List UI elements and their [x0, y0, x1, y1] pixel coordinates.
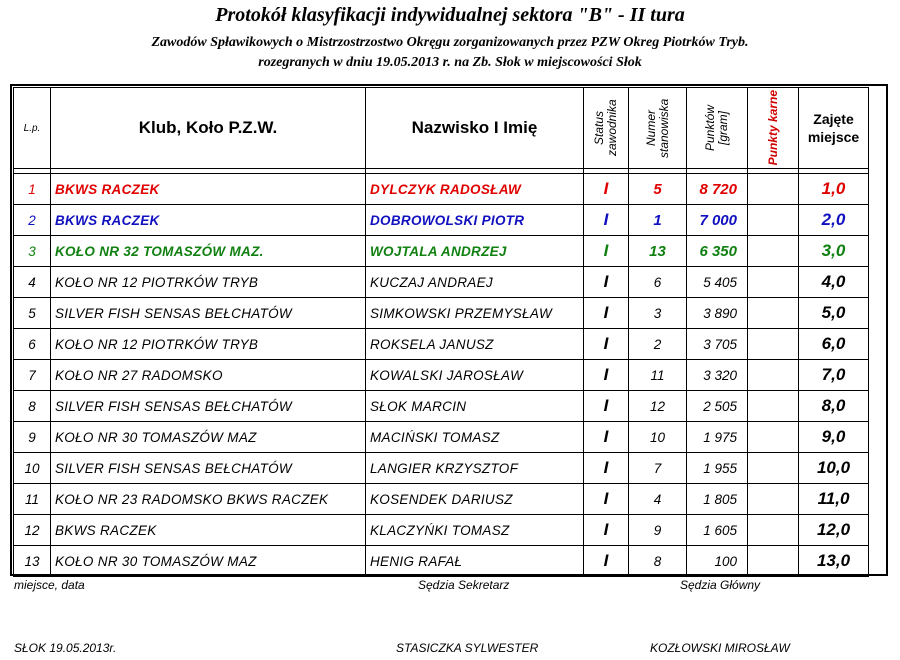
cell-points: 100 — [687, 546, 748, 577]
cell-stand: 5 — [629, 174, 687, 205]
cell-place: 13,0 — [799, 546, 869, 577]
document-title: Protokół klasyfikacji indywidualnej sektora "B" - II tura — [215, 4, 685, 26]
cell-stand: 4 — [629, 484, 687, 515]
cell-club: KOŁO NR 30 TOMASZÓW MAZ — [51, 422, 366, 453]
cell-club: KOŁO NR 27 RADOMSKO — [51, 360, 366, 391]
table-header-row — [14, 88, 869, 169]
document-subtitle-2: rozegranych w dniu 19.05.2013 r. na Zb. Słok w miejscowości Słok — [258, 55, 642, 70]
cell-name: HENIG RAFAŁ — [366, 546, 584, 577]
cell-name: KOSENDEK DARIUSZ — [366, 484, 584, 515]
table-row — [14, 546, 869, 577]
cell-name: KUCZAJ ANDRAEJ — [366, 267, 584, 298]
table-row — [14, 174, 869, 205]
cell-place: 3,0 — [799, 236, 869, 267]
cell-status: I — [584, 267, 629, 298]
cell-place: 8,0 — [799, 391, 869, 422]
cell-points: 3 705 — [687, 329, 748, 360]
cell-lp: 5 — [14, 298, 51, 329]
cell-club: KOŁO NR 12 PIOTRKÓW TRYB — [51, 267, 366, 298]
cell-lp: 4 — [14, 267, 51, 298]
cell-place: 5,0 — [799, 298, 869, 329]
cell-points: 6 350 — [687, 236, 748, 267]
cell-name: DYLCZYK RADOSŁAW — [366, 174, 584, 205]
cell-place: 10,0 — [799, 453, 869, 484]
cell-lp: 8 — [14, 391, 51, 422]
table-row — [14, 453, 869, 484]
table-row — [14, 515, 869, 546]
cell-club: BKWS RACZEK — [51, 174, 366, 205]
cell-points: 1 605 — [687, 515, 748, 546]
cell-points: 8 720 — [687, 174, 748, 205]
cell-lp: 11 — [14, 484, 51, 515]
cell-penalty — [748, 329, 799, 360]
cell-points: 1 955 — [687, 453, 748, 484]
cell-place: 9,0 — [799, 422, 869, 453]
table-row — [14, 205, 869, 236]
cell-stand: 12 — [629, 391, 687, 422]
cell-club: KOŁO NR 12 PIOTRKÓW TRYB — [51, 329, 366, 360]
table-row — [14, 267, 869, 298]
header-stand — [629, 88, 687, 169]
cell-penalty — [748, 391, 799, 422]
cell-status: I — [584, 484, 629, 515]
cell-stand: 11 — [629, 360, 687, 391]
cell-penalty — [748, 546, 799, 577]
cell-name: MACIŃSKI TOMASZ — [366, 422, 584, 453]
cell-club: SILVER FISH SENSAS BEŁCHATÓW — [51, 391, 366, 422]
cell-penalty — [748, 298, 799, 329]
table-row — [14, 484, 869, 515]
footer-secretary-value: STASICZKA SYLWESTER — [396, 641, 539, 655]
header-points-label: Punktów [gram] — [703, 104, 730, 152]
cell-points: 1 975 — [687, 422, 748, 453]
document-subtitle-1: Zawodów Spławikowych o Mistrzostrzostwo Okręgu zorganizowanych przez PZW Okreg Piotrków Tryb. — [151, 35, 749, 50]
cell-stand: 13 — [629, 236, 687, 267]
cell-stand: 3 — [629, 298, 687, 329]
table-body — [14, 174, 869, 577]
cell-status: I — [584, 391, 629, 422]
cell-penalty — [748, 515, 799, 546]
footer-chief-label: Sędzia Główny — [680, 578, 761, 592]
footer-place-date-value: SŁOK 19.05.2013r. — [14, 641, 117, 655]
table-row — [14, 329, 869, 360]
cell-name: KLACZYŃKI TOMASZ — [366, 515, 584, 546]
cell-points: 7 000 — [687, 205, 748, 236]
cell-club: KOŁO NR 23 RADOMSKO BKWS RACZEK — [51, 484, 366, 515]
cell-name: KOWALSKI JAROSŁAW — [366, 360, 584, 391]
cell-club: BKWS RACZEK — [51, 205, 366, 236]
header-club: Klub, Koło P.Z.W. — [51, 88, 366, 169]
cell-place: 2,0 — [799, 205, 869, 236]
cell-name: DOBROWOLSKI PIOTR — [366, 205, 584, 236]
results-table — [13, 87, 869, 577]
footer-chief-value: KOZŁOWSKI MIROSŁAW — [650, 641, 790, 655]
cell-stand: 1 — [629, 205, 687, 236]
cell-points: 3 320 — [687, 360, 748, 391]
cell-penalty — [748, 422, 799, 453]
cell-name: ROKSELA JANUSZ — [366, 329, 584, 360]
cell-name: SŁOK MARCIN — [366, 391, 584, 422]
cell-name: SIMKOWSKI PRZEMYSŁAW — [366, 298, 584, 329]
cell-place: 11,0 — [799, 484, 869, 515]
cell-stand: 7 — [629, 453, 687, 484]
cell-place: 4,0 — [799, 267, 869, 298]
cell-points: 2 505 — [687, 391, 748, 422]
header-penalty — [748, 88, 799, 169]
cell-stand: 8 — [629, 546, 687, 577]
cell-place: 7,0 — [799, 360, 869, 391]
cell-lp: 2 — [14, 205, 51, 236]
cell-status: I — [584, 174, 629, 205]
cell-status: I — [584, 298, 629, 329]
table-row — [14, 236, 869, 267]
cell-lp: 1 — [14, 174, 51, 205]
footer-secretary-label: Sędzia Sekretarz — [418, 578, 510, 592]
header-lp: L.p. — [14, 88, 51, 169]
cell-penalty — [748, 453, 799, 484]
header-stand-label: Numer stanowiska — [643, 98, 671, 158]
cell-lp: 10 — [14, 453, 51, 484]
header-name: Nazwisko I Imię — [366, 88, 584, 169]
cell-status: I — [584, 329, 629, 360]
header-status — [584, 88, 629, 169]
table-row — [14, 298, 869, 329]
cell-club: BKWS RACZEK — [51, 515, 366, 546]
table-row — [14, 422, 869, 453]
cell-status: I — [584, 205, 629, 236]
cell-penalty — [748, 205, 799, 236]
header-penalty-label: Punkty karne — [765, 90, 780, 166]
cell-stand: 2 — [629, 329, 687, 360]
header-points — [687, 88, 748, 169]
cell-club: SILVER FISH SENSAS BEŁCHATÓW — [51, 453, 366, 484]
footer-place-date-label: miejsce, data — [14, 578, 85, 592]
cell-name: LANGIER KRZYSZTOF — [366, 453, 584, 484]
cell-status: I — [584, 515, 629, 546]
cell-status: I — [584, 236, 629, 267]
cell-penalty — [748, 484, 799, 515]
cell-lp: 9 — [14, 422, 51, 453]
cell-status: I — [584, 422, 629, 453]
table-row — [14, 360, 869, 391]
cell-lp: 12 — [14, 515, 51, 546]
cell-points: 3 890 — [687, 298, 748, 329]
cell-place: 6,0 — [799, 329, 869, 360]
cell-points: 5 405 — [687, 267, 748, 298]
header-place: Zajęte miejsce — [799, 88, 869, 169]
cell-status: I — [584, 546, 629, 577]
cell-lp: 7 — [14, 360, 51, 391]
header-status-label: Status zawodnika — [592, 99, 619, 157]
cell-name: WOJTALA ANDRZEJ — [366, 236, 584, 267]
cell-club: KOŁO NR 32 TOMASZÓW MAZ. — [51, 236, 366, 267]
cell-penalty — [748, 360, 799, 391]
cell-penalty — [748, 236, 799, 267]
cell-penalty — [748, 267, 799, 298]
cell-club: SILVER FISH SENSAS BEŁCHATÓW — [51, 298, 366, 329]
cell-stand: 9 — [629, 515, 687, 546]
cell-place: 1,0 — [799, 174, 869, 205]
cell-club: KOŁO NR 30 TOMASZÓW MAZ — [51, 546, 366, 577]
cell-stand: 10 — [629, 422, 687, 453]
cell-points: 1 805 — [687, 484, 748, 515]
cell-stand: 6 — [629, 267, 687, 298]
cell-penalty — [748, 174, 799, 205]
cell-lp: 3 — [14, 236, 51, 267]
table-row — [14, 391, 869, 422]
cell-place: 12,0 — [799, 515, 869, 546]
cell-status: I — [584, 360, 629, 391]
cell-lp: 6 — [14, 329, 51, 360]
cell-lp: 13 — [14, 546, 51, 577]
cell-status: I — [584, 453, 629, 484]
